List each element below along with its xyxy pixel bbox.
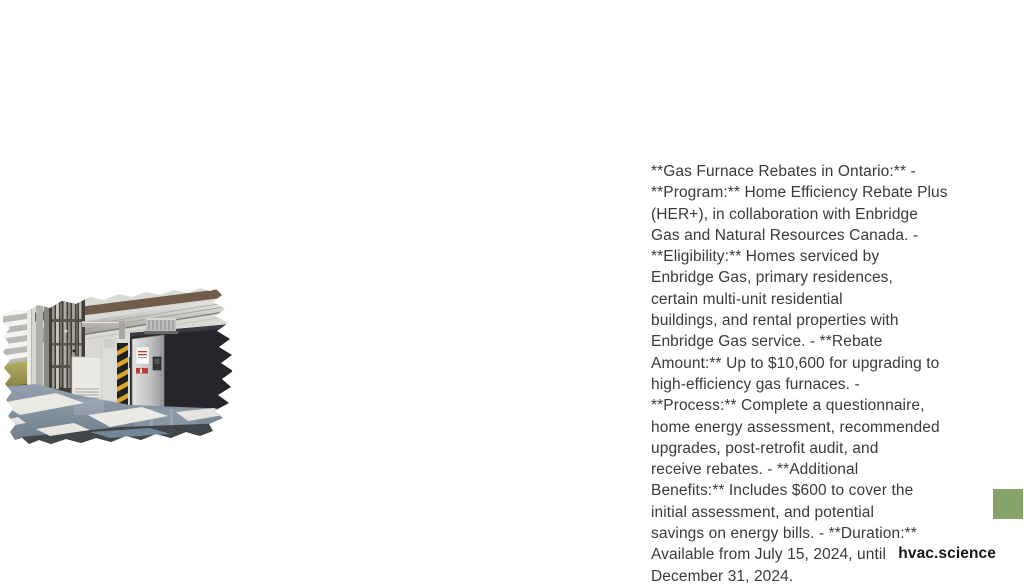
- rebate-info-text: [651, 161, 996, 587]
- rebate-text-line: buildings, and rental properties with: [651, 312, 899, 330]
- rebate-text-line: receive rebates. - **Additional: [651, 461, 859, 479]
- rebate-text-line: Enbridge Gas service. - **Rebate: [651, 333, 883, 351]
- rebate-text-line: Benefits:** Includes $600 to cover the: [651, 482, 914, 500]
- rebate-text-line: initial assessment, and potential: [651, 503, 875, 521]
- brand-watermark: hvac.science: [898, 545, 996, 562]
- rebate-text-line: Amount:** Up to $10,600 for upgrading to: [651, 354, 940, 372]
- rebate-text-line: Enbridge Gas, primary residences,: [651, 269, 893, 287]
- rebate-text-line: Gas and Natural Resources Canada. -: [651, 226, 919, 244]
- furnace-room-photo: [0, 285, 237, 457]
- rebate-text-line: savings on energy bills. - **Duration:**: [651, 525, 917, 543]
- rebate-text-line: upgrades, post-retrofit audit, and: [651, 439, 879, 457]
- rebate-text-line: **Gas Furnace Rebates in Ontario:** -: [651, 163, 916, 180]
- rebate-text-line: **Process:** Complete a questionnaire,: [651, 397, 925, 415]
- rebate-text-line: **Eligibility:** Homes serviced by: [651, 248, 880, 266]
- furnace-room-illustration: [0, 285, 237, 457]
- rebate-text-line: high-efficiency gas furnaces. -: [651, 375, 860, 393]
- rebate-text-line: December 31, 2024.: [651, 567, 794, 585]
- rebate-text-line: home energy assessment, recommended: [651, 418, 940, 436]
- rebate-text-line: Available from July 15, 2024, until: [651, 546, 886, 564]
- rebate-text-line: (HER+), in collaboration with Enbridge: [651, 205, 918, 223]
- rebate-text-line: certain multi-unit residential: [651, 290, 843, 308]
- accent-square: [993, 489, 1023, 519]
- rebate-text-line: **Program:** Home Efficiency Rebate Plus: [651, 184, 948, 202]
